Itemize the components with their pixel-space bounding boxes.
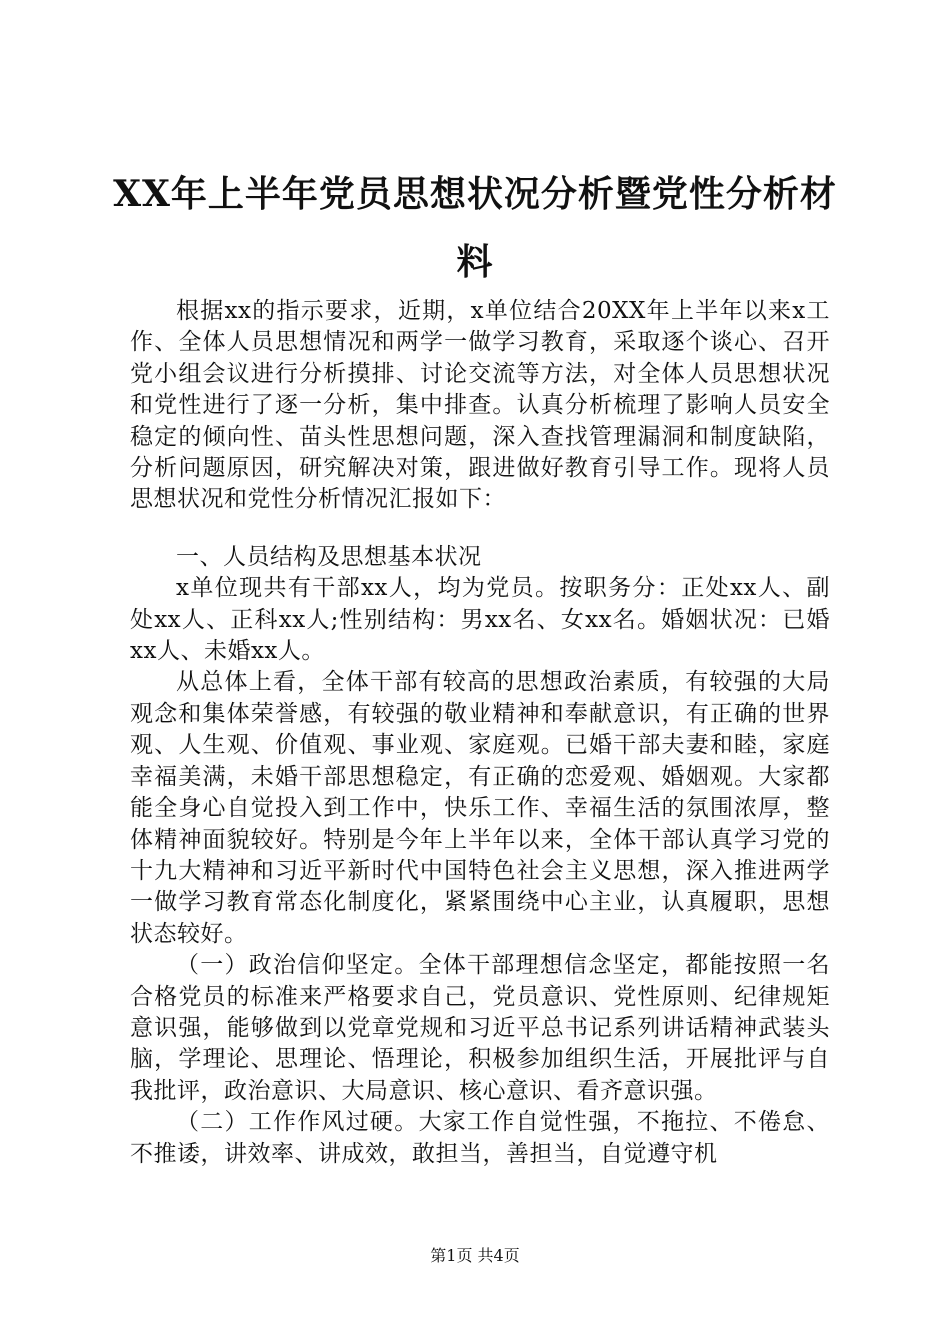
document-body bbox=[130, 296, 830, 1170]
paragraph-political-belief: （一）政治信仰坚定。全体干部理想信念坚定，都能按照一名合格党员的标准来严格要求自己，党员意识、党性原则、纪律规矩意识强，能够做到以党章党规和习近平总书记系列讲话精神武装头脑，学理论、思理论、悟理论，积极参加组织生活，开展批评与自我批评，政治意识、大局意识、核心意识、看齐意识强。 bbox=[130, 952, 830, 1104]
section-heading: 一、人员结构及思想基本状况 bbox=[176, 543, 482, 570]
document-title: XX年上半年党员思想状况分析暨党性分析材料 bbox=[113, 173, 837, 283]
page-footer: 第1页 共4页 bbox=[430, 1246, 520, 1265]
paragraph-overview: 从总体上看，全体干部有较高的思想政治素质，有较强的大局观念和集体荣誉感，有较强的敬业精神和奉献意识，有正确的世界观、人生观、价值观、事业观、家庭观。已婚干部夫妻和睦，家庭幸福美满，未婚干部思想稳定，有正确的恋爱观、婚姻观。大家都能全身心自觉投入到工作中，快乐工作、幸福生活的氛围浓厚，整体精神面貌较好。特别是今年上半年以来，全体干部认真学习党的十九大精神和习近平新时代中国特色社会主义思想，深入推进两学一做学习教育常态化制度化，紧紧围绕中心主业，认真履职，思想状态较好。 bbox=[130, 669, 830, 947]
paragraph-intro: 根据xx的指示要求，近期，x单位结合20XX年上半年以来x工作、全体人员思想情况和两学一做学习教育，采取逐个谈心、召开党小组会议进行分析摸排、讨论交流等方法，对全体人员思想状况和党性进行了逐一分析，集中排查。认真分析梳理了影响人员安全稳定的倾向性、苗头性思想问题，深入查找管理漏洞和制度缺陷，分析问题原因，研究解决对策，跟进做好教育引导工作。现将人员思想状况和党性分析情况汇报如下： bbox=[130, 298, 830, 513]
paragraph-work-style: （二）工作作风过硬。大家工作自觉性强，不拖拉、不倦怠、不推诿，讲效率、讲成效，敢担当，善担当，自觉遵守机 bbox=[130, 1109, 830, 1167]
paragraph-structure: x单位现共有干部xx人，均为党员。按职务分：正处xx人、副处xx人、正科xx人;性别结构：男xx名、女xx名。婚姻状况：已婚xx人、未婚xx人。 bbox=[130, 575, 830, 665]
